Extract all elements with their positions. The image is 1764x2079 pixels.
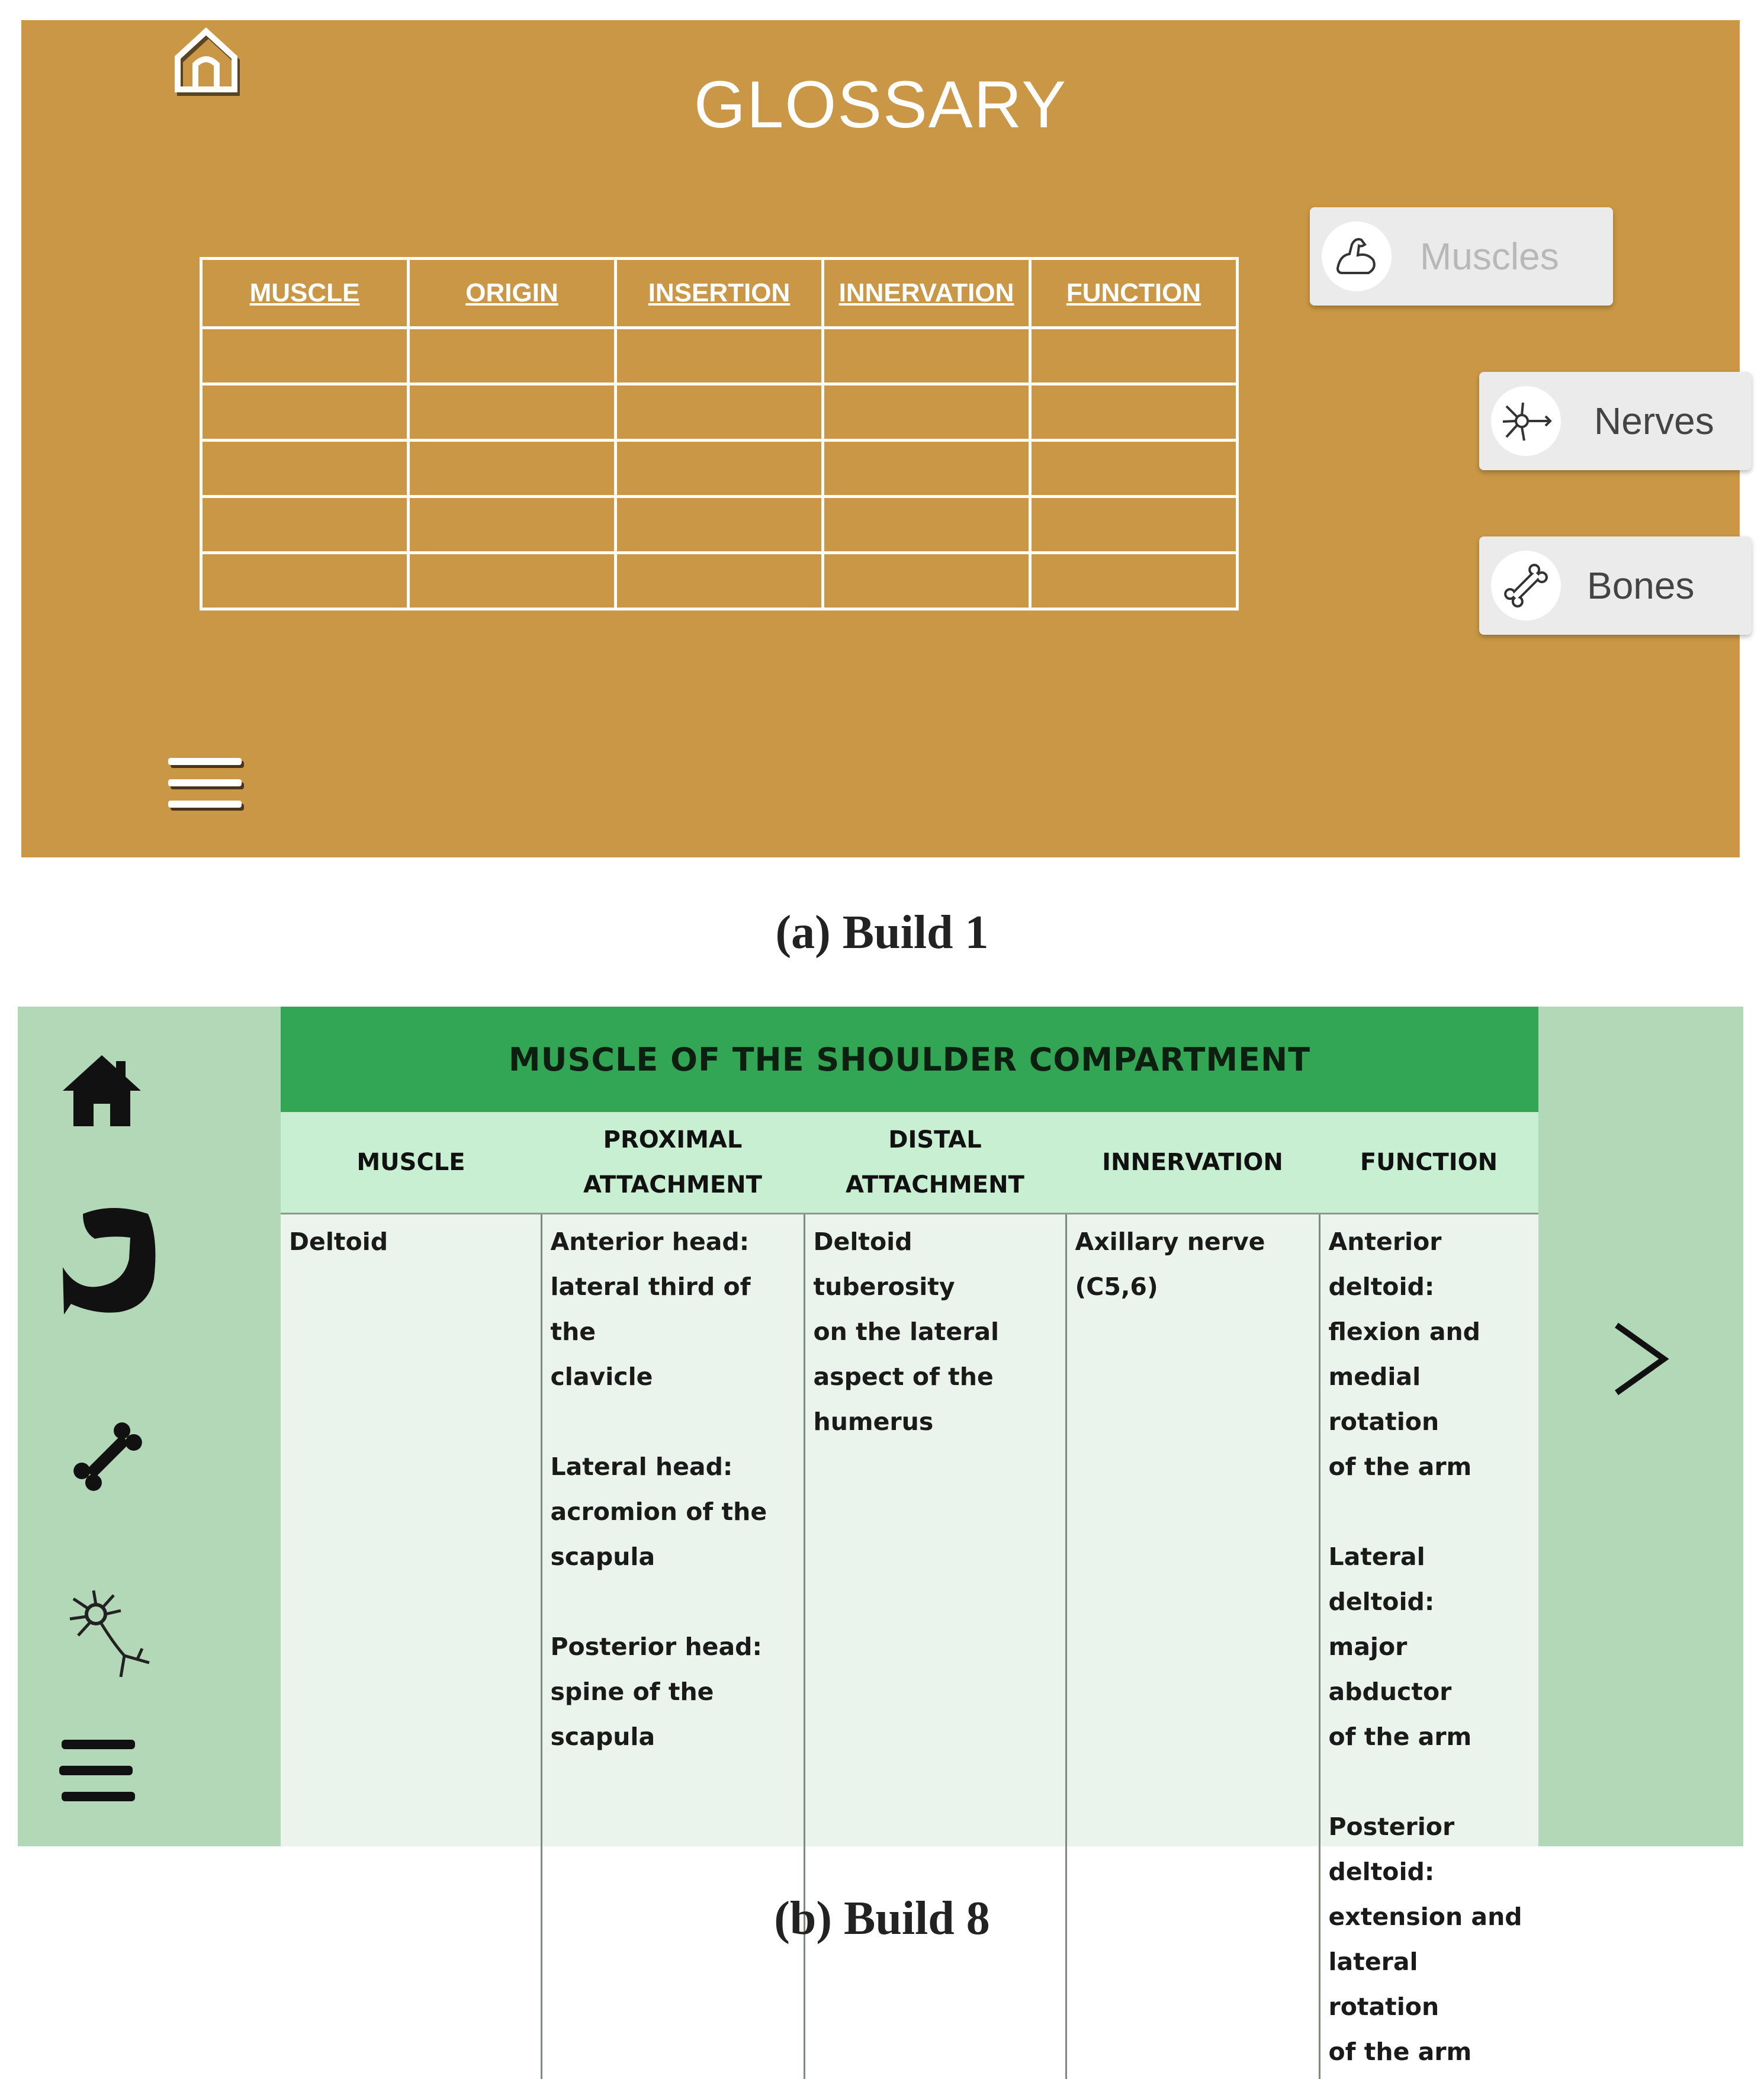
glossary-table bbox=[200, 257, 1239, 610]
table-cell bbox=[1030, 497, 1238, 553]
page-title: GLOSSARY bbox=[21, 66, 1740, 143]
column-header-innervation: INNERVATION bbox=[823, 259, 1030, 328]
table-cell bbox=[616, 553, 823, 609]
table-cell bbox=[823, 497, 1030, 553]
column-header-innervation: INNERVATION bbox=[1066, 1112, 1319, 1214]
table-cell bbox=[409, 497, 616, 553]
column-header-proximal-attachment: PROXIMAL ATTACHMENT bbox=[541, 1112, 804, 1214]
bones-button[interactable] bbox=[1479, 536, 1752, 635]
table-title: MUSCLE OF THE SHOULDER COMPARTMENT bbox=[281, 1007, 1538, 1112]
hamburger-menu-icon[interactable] bbox=[168, 754, 246, 814]
table-cell bbox=[201, 441, 409, 497]
table-cell bbox=[1030, 328, 1238, 384]
table-cell bbox=[823, 384, 1030, 441]
column-header-muscle: MUSCLE bbox=[281, 1112, 541, 1214]
table-cell bbox=[823, 441, 1030, 497]
neuron-icon[interactable] bbox=[66, 1587, 155, 1682]
table-row bbox=[201, 497, 1238, 553]
column-header-origin: ORIGIN bbox=[409, 259, 616, 328]
table-cell bbox=[616, 384, 823, 441]
table-row bbox=[201, 328, 1238, 384]
table-cell bbox=[1030, 384, 1238, 441]
muscle-arm-icon[interactable] bbox=[59, 1202, 160, 1320]
nerves-button[interactable] bbox=[1479, 372, 1752, 470]
table-cell bbox=[409, 553, 616, 609]
table-cell bbox=[409, 441, 616, 497]
column-header-function: FUNCTION bbox=[1030, 259, 1238, 328]
table-row bbox=[201, 441, 1238, 497]
column-header-muscle: MUSCLE bbox=[201, 259, 409, 328]
flexed-arm-icon bbox=[1322, 221, 1392, 291]
muscles-label: Muscles bbox=[1420, 234, 1559, 278]
bone-icon bbox=[1491, 551, 1561, 621]
cell-function: Anterior deltoid: flexion and medial rotation of the arm Lateral deltoid: major abductor of the arm Posterior deltoid: extension and lateral rotation of the arm bbox=[1319, 1214, 1538, 2079]
cell-proximal-attachment: Anterior head: lateral third of the clavicle Lateral head: acromion of the scapula Posterior head: spine of the scapula bbox=[541, 1214, 804, 2079]
bones-label: Bones bbox=[1587, 564, 1694, 608]
cell-distal-attachment: Deltoid tuberosity on the lateral aspect of the humerus bbox=[804, 1214, 1066, 2079]
table-cell bbox=[409, 328, 616, 384]
table-cell bbox=[201, 553, 409, 609]
table-cell bbox=[616, 497, 823, 553]
home-icon[interactable] bbox=[60, 1049, 143, 1132]
column-header-function: FUNCTION bbox=[1319, 1112, 1538, 1214]
table-cell bbox=[823, 328, 1030, 384]
build1-screen bbox=[21, 20, 1740, 857]
caption-build8: (b) Build 8 bbox=[0, 1892, 1764, 1946]
muscle-table-panel bbox=[281, 1007, 1538, 1846]
column-header-insertion: INSERTION bbox=[616, 259, 823, 328]
next-arrow-icon[interactable] bbox=[1608, 1315, 1673, 1403]
table-cell bbox=[1030, 553, 1238, 609]
bone-icon[interactable] bbox=[66, 1415, 149, 1498]
cell-muscle: Deltoid bbox=[281, 1214, 541, 2079]
table-cell bbox=[616, 328, 823, 384]
build8-screen bbox=[18, 1007, 1743, 1846]
table-row bbox=[201, 553, 1238, 609]
table-cell bbox=[201, 384, 409, 441]
table-cell bbox=[823, 553, 1030, 609]
table-cell bbox=[409, 384, 616, 441]
cell-innervation: Axillary nerve (C5,6) bbox=[1066, 1214, 1319, 2079]
neuron-icon bbox=[1491, 386, 1561, 456]
table-row bbox=[281, 1214, 1538, 2079]
muscles-button[interactable] bbox=[1310, 207, 1613, 306]
table-cell bbox=[616, 441, 823, 497]
table-cell bbox=[201, 328, 409, 384]
column-header-distal-attachment: DISTAL ATTACHMENT bbox=[804, 1112, 1066, 1214]
caption-build1: (a) Build 1 bbox=[0, 906, 1764, 960]
table-cell bbox=[201, 497, 409, 553]
table-cell bbox=[1030, 441, 1238, 497]
hamburger-menu-icon[interactable] bbox=[59, 1735, 142, 1806]
nerves-label: Nerves bbox=[1594, 399, 1714, 443]
table-row bbox=[201, 384, 1238, 441]
